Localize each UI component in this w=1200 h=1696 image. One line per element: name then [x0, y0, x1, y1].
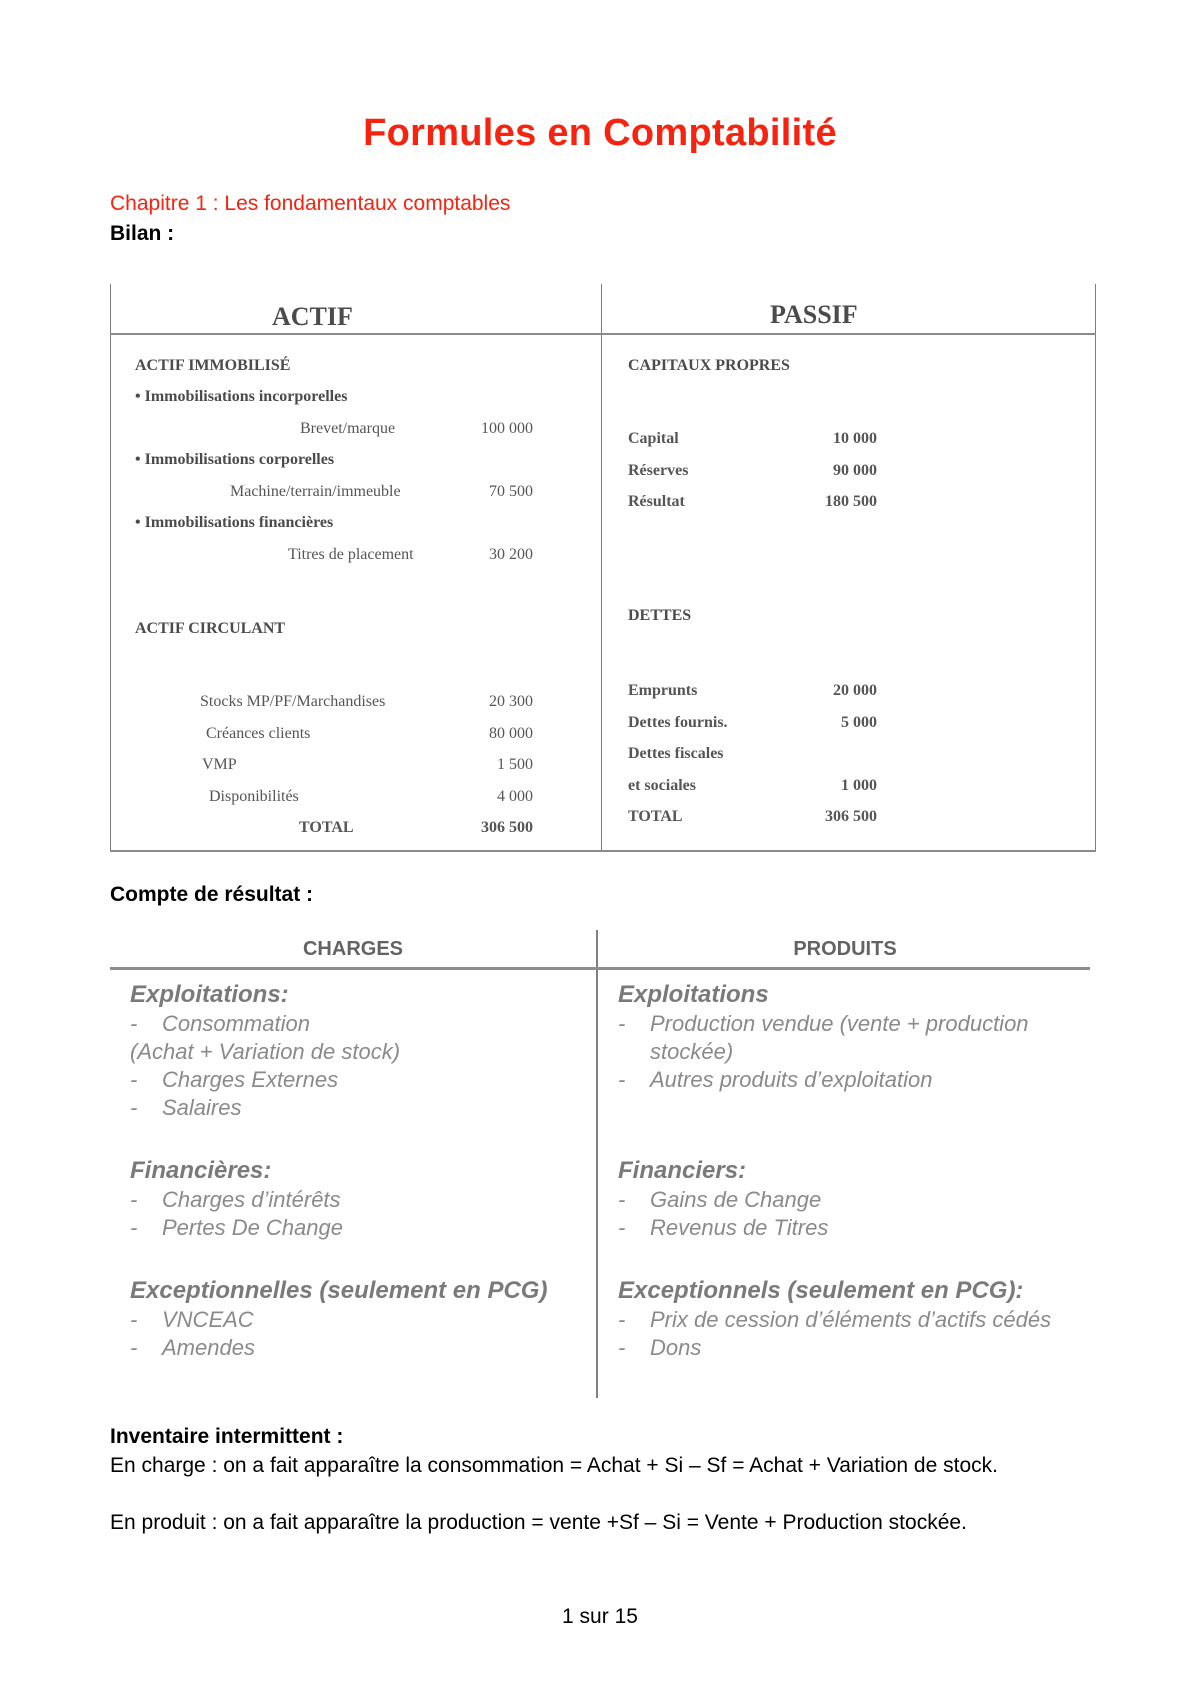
gains-change-item: - Gains de Change: [618, 1186, 1088, 1214]
charges-externes-item: - Charges Externes: [130, 1066, 570, 1094]
bilan-header-rule: [110, 333, 1096, 335]
vnceac-item: - VNCEAC: [130, 1306, 570, 1334]
capitaux-propres-heading: CAPITAUX PROPRES: [628, 357, 790, 374]
reserves-value: 90 000: [833, 462, 877, 479]
cr-label: Compte de résultat :: [110, 883, 314, 906]
cr-center-divider: [596, 930, 598, 1398]
capital-label: Capital: [628, 430, 679, 447]
capital-value: 10 000: [833, 430, 877, 447]
emprunts-label: Emprunts: [628, 682, 698, 699]
prix-cession-item: - Prix de cession d’éléments d’actifs cédés: [618, 1306, 1088, 1334]
emprunts-value: 20 000: [833, 682, 877, 699]
page-title: Formules en Comptabilité: [363, 112, 837, 154]
produits-financiers-title: Financiers:: [618, 1157, 747, 1184]
charges-financieres-title: Financières:: [130, 1157, 272, 1184]
inventaire-produit-paragraph: En produit : on a fait apparaître la production = vente +Sf – Si = Vente + Production stockée.: [110, 1511, 967, 1534]
dons-item: - Dons: [618, 1334, 1088, 1362]
consommation-item: - Consommation: [130, 1010, 570, 1038]
actif-header: ACTIF: [272, 302, 353, 331]
stocks-label: Stocks MP/PF/Marchandises: [200, 693, 386, 710]
dispo-label: Disponibilités: [209, 788, 299, 805]
titres-label: Titres de placement: [288, 546, 414, 563]
sociales-label: et sociales: [628, 777, 696, 794]
titres-value: 30 200: [489, 546, 533, 563]
bilan-right-border: [1095, 284, 1096, 852]
dettes-fournis-value: 5 000: [841, 714, 877, 731]
vmp-label: VMP: [202, 756, 237, 773]
reserves-label: Réserves: [628, 462, 689, 479]
bilan-left-border: [110, 284, 111, 852]
passif-header: PASSIF: [770, 300, 858, 329]
dettes-heading: DETTES: [628, 607, 692, 624]
machine-value: 70 500: [489, 483, 533, 500]
cr-header-rule: [110, 967, 1090, 970]
compte-resultat-table: [110, 930, 1090, 1400]
actif-circulant-heading: ACTIF CIRCULANT: [135, 620, 286, 637]
machine-label: Machine/terrain/immeuble: [230, 483, 401, 500]
sociales-value: 1 000: [841, 777, 877, 794]
produits-exploitation-title: Exploitations: [618, 981, 769, 1008]
bilan-bottom-rule: [110, 850, 1096, 852]
inventaire-label: Inventaire intermittent :: [110, 1425, 344, 1448]
actif-total-label: TOTAL: [299, 819, 354, 836]
produits-header: PRODUITS: [793, 938, 897, 960]
resultat-label: Résultat: [628, 493, 685, 510]
dettes-fournis-label: Dettes fournis.: [628, 714, 728, 731]
charges-column: [130, 980, 570, 1362]
production-vendue-item: - Production vendue (vente + production stockée): [618, 1010, 1088, 1066]
charges-header: CHARGES: [302, 938, 403, 960]
vmp-value: 1 500: [497, 756, 533, 773]
bilan-table: [110, 284, 1096, 852]
passif-total-label: TOTAL: [628, 808, 683, 825]
creances-value: 80 000: [489, 725, 533, 742]
produits-exceptionnels-title: Exceptionnels (seulement en PCG):: [618, 1277, 1024, 1304]
actif-total-value: 306 500: [481, 819, 533, 836]
inventaire-charge-paragraph: En charge : on a fait apparaître la consommation = Achat + Si – Sf = Achat + Variation de stock.: [110, 1454, 998, 1477]
brevet-value: 100 000: [481, 420, 533, 437]
produits-column: [618, 980, 1088, 1362]
page-number: 1 sur 15: [562, 1605, 638, 1628]
brevet-label: Brevet/marque: [300, 420, 396, 437]
stocks-value: 20 300: [489, 693, 533, 710]
amendes-item: - Amendes: [130, 1334, 570, 1362]
pertes-change-item: - Pertes De Change: [130, 1214, 570, 1242]
autres-produits-item: - Autres produits d’exploitation: [618, 1066, 1088, 1094]
salaires-item: - Salaires: [130, 1094, 570, 1122]
dettes-fiscales-label: Dettes fiscales: [628, 745, 724, 762]
dispo-value: 4 000: [497, 788, 533, 805]
bilan-label: Bilan :: [110, 222, 175, 245]
immo-incorporelles-heading: • Immobilisations incorporelles: [135, 388, 348, 405]
bilan-center-divider: [601, 284, 602, 852]
immo-financieres-heading: • Immobilisations financières: [135, 514, 334, 531]
chapter-heading: Chapitre 1 : Les fondamentaux comptables: [110, 192, 511, 215]
revenus-titres-item: - Revenus de Titres: [618, 1214, 1088, 1242]
charges-exploitation-title: Exploitations:: [130, 981, 289, 1008]
consommation-detail: (Achat + Variation de stock): [130, 1039, 401, 1064]
charges-exceptionnelles-title: Exceptionnelles (seulement en PCG): [130, 1277, 548, 1304]
passif-total-value: 306 500: [825, 808, 877, 825]
creances-label: Créances clients: [206, 725, 311, 742]
charges-interets-item: - Charges d’intérêts: [130, 1186, 570, 1214]
actif-immobilise-heading: ACTIF IMMOBILISÉ: [135, 357, 291, 374]
resultat-value: 180 500: [825, 493, 877, 510]
immo-corporelles-heading: • Immobilisations corporelles: [135, 451, 335, 468]
